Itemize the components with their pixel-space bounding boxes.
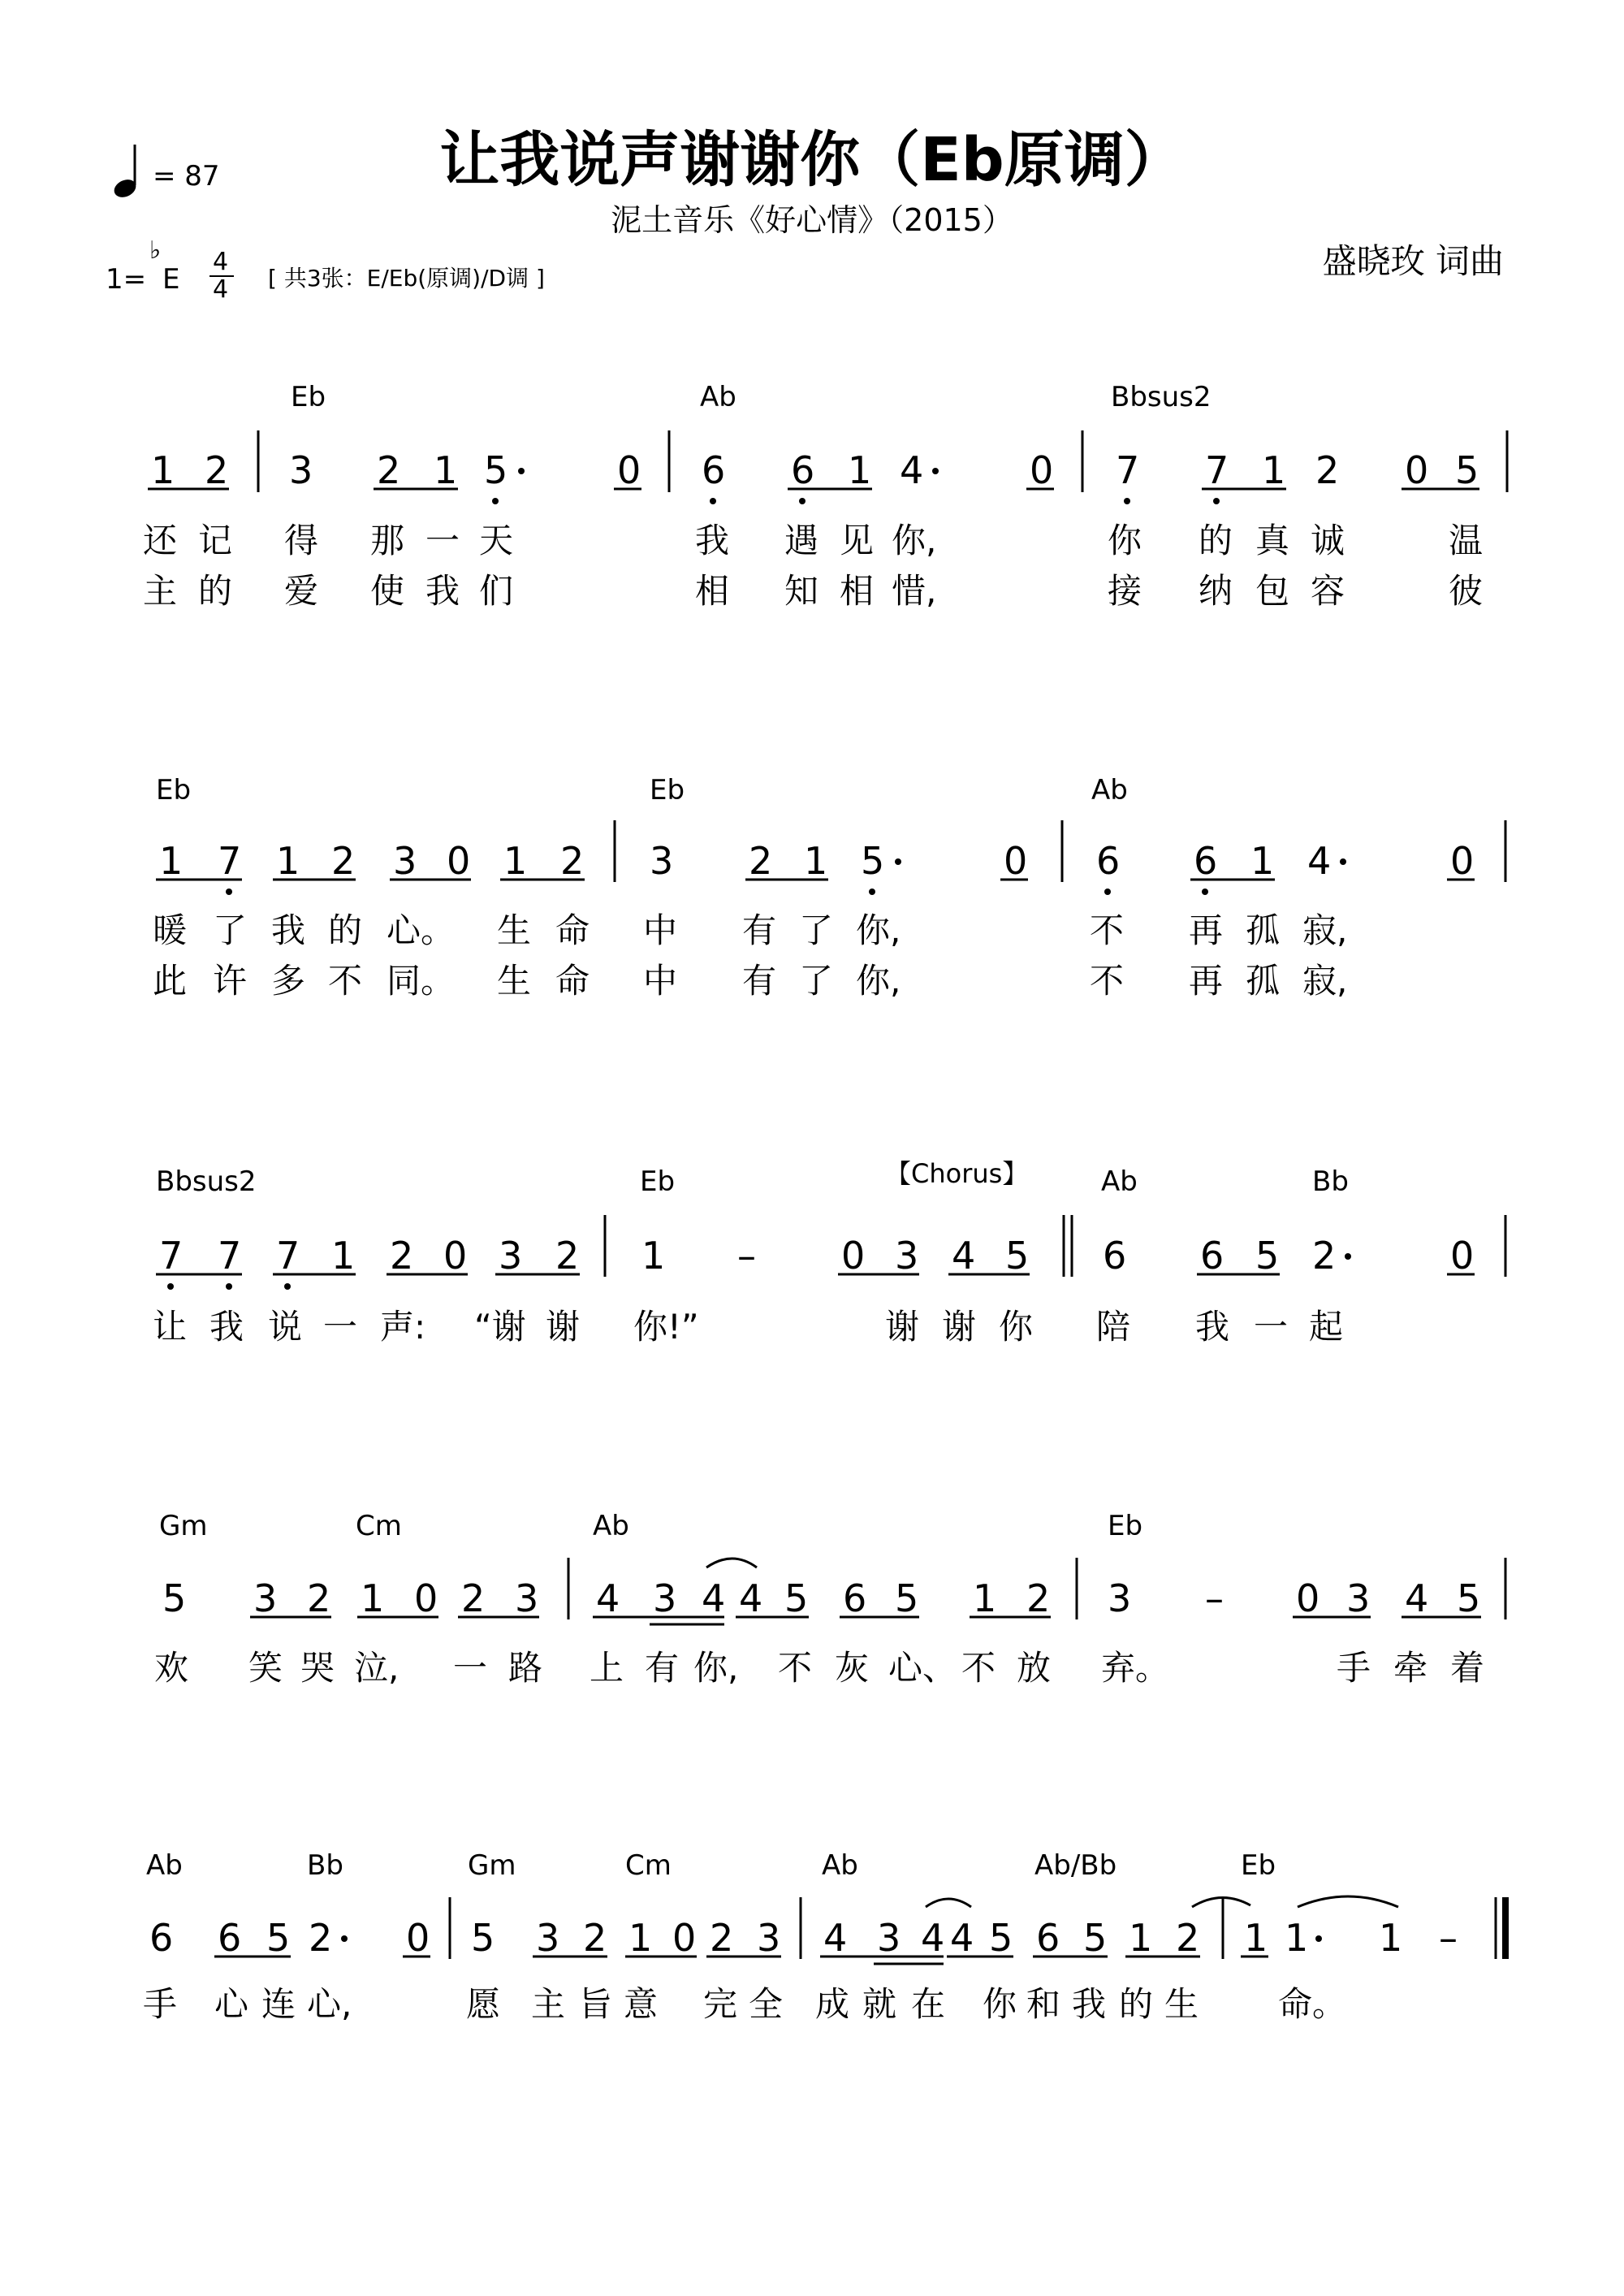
lyric-syllable: 温 xyxy=(1449,521,1484,560)
lyric-syllable: 主 xyxy=(531,1984,566,2024)
dot xyxy=(1340,858,1346,865)
note: 0 xyxy=(406,1916,430,1960)
note: 1 xyxy=(361,1576,385,1620)
note-row xyxy=(156,1234,1475,1290)
lyric-syllable: 成 xyxy=(815,1984,850,2024)
lyric-syllable: 再 xyxy=(1189,910,1224,950)
note-row xyxy=(149,1896,1458,1964)
lyrics-row-1 xyxy=(154,1648,1484,1688)
lyric-syllable: 中 xyxy=(643,910,678,950)
system-5 xyxy=(143,1849,1505,2024)
system-3 xyxy=(153,1158,1505,1347)
lyrics-row-1 xyxy=(153,1307,1343,1347)
lyric-syllable: 不 xyxy=(961,1648,996,1688)
lyric-syllable: 命 xyxy=(555,961,590,1001)
lyric-syllable: 生 xyxy=(1164,1984,1199,2024)
page-title: 让我说声谢谢你（Eb原调） xyxy=(439,125,1185,195)
tempo-text: = 87 xyxy=(153,160,220,192)
system-2 xyxy=(153,774,1505,1001)
note: 4 xyxy=(823,1916,848,1960)
lyric-syllable: 我 xyxy=(695,521,730,560)
note: 4 xyxy=(702,1576,726,1620)
note: 0 xyxy=(1296,1576,1320,1620)
chord-symbol: Bb xyxy=(1312,1165,1349,1198)
note: 6 xyxy=(843,1576,867,1620)
lyric-syllable: 心 xyxy=(214,1984,249,2024)
note: 6 xyxy=(1036,1916,1060,1960)
note: 6 xyxy=(1200,1234,1224,1278)
note: 3 xyxy=(757,1916,781,1960)
dot xyxy=(1104,889,1111,895)
note: 1 xyxy=(1129,1916,1153,1960)
lower-octave-dot xyxy=(1213,498,1220,504)
lyric-syllable: 泣, xyxy=(354,1648,400,1688)
note: 6 xyxy=(149,1916,174,1960)
lyric-syllable: 欢 xyxy=(154,1648,189,1688)
note: 7 xyxy=(218,1234,242,1278)
flat-sign-icon: ♭ xyxy=(149,236,162,265)
lower-octave-dot xyxy=(710,498,716,504)
note: 6 xyxy=(702,448,726,492)
dot xyxy=(226,889,232,895)
note: – xyxy=(1439,1916,1458,1960)
note: 1 xyxy=(641,1234,666,1278)
note-row xyxy=(156,839,1475,895)
lyric-syllable: 惜, xyxy=(892,571,937,611)
lyric-syllable: 心、 xyxy=(888,1648,957,1688)
lyric-syllable: 愿 xyxy=(466,1984,501,2024)
note: 3 xyxy=(650,839,674,883)
lyric-syllable: 你, xyxy=(892,521,937,560)
note: 2 xyxy=(205,448,229,492)
tie xyxy=(1298,1896,1398,1907)
chorus-marker: 【Chorus】 xyxy=(885,1158,1029,1189)
time-signature-top: 4 xyxy=(213,248,229,276)
lyrics-row-2 xyxy=(143,571,1483,611)
lyric-syllable: 心, xyxy=(307,1984,352,2024)
lyric-syllable: 同。 xyxy=(387,961,456,1001)
note: 3 xyxy=(536,1916,560,1960)
lyric-syllable: 上 xyxy=(590,1648,624,1688)
lyric-syllable: 我 xyxy=(1195,1307,1230,1347)
chord-symbol: Ab xyxy=(700,381,736,413)
note: 3 xyxy=(1346,1576,1371,1620)
lyric-syllable: 不 xyxy=(328,961,363,1001)
note: 5 xyxy=(1255,1234,1280,1278)
note: 1 xyxy=(804,839,828,883)
dot xyxy=(869,889,875,895)
note: 1 xyxy=(1250,839,1275,883)
note: 5 xyxy=(895,1576,919,1620)
note: 6 xyxy=(1194,839,1218,883)
lyric-syllable: 声: xyxy=(380,1307,426,1347)
lyrics-row-1 xyxy=(143,1984,1346,2024)
lyric-syllable: 生 xyxy=(497,910,532,950)
note: 0 xyxy=(1030,448,1054,492)
chord-symbol: Ab xyxy=(593,1510,629,1542)
note: 3 xyxy=(289,448,313,492)
key-letter: E xyxy=(162,263,180,296)
lyric-syllable: 的 xyxy=(1119,1984,1154,2024)
lyric-syllable: 我 xyxy=(271,910,306,950)
lyrics-row-1 xyxy=(153,910,1347,950)
note: 6 xyxy=(1096,839,1121,883)
lyric-syllable: 你, xyxy=(856,910,901,950)
note: 0 xyxy=(1450,1234,1475,1278)
lyric-syllable: 笑 xyxy=(248,1648,283,1688)
note: 1 xyxy=(628,1916,653,1960)
note-row xyxy=(148,448,1479,504)
note: 5 xyxy=(484,448,508,492)
dot xyxy=(167,1283,174,1290)
tie xyxy=(706,1559,757,1567)
lyric-syllable: 遇 xyxy=(784,521,819,560)
lyric-syllable: 再 xyxy=(1189,961,1224,1001)
lyric-syllable: 的 xyxy=(1199,521,1233,560)
chord-symbol: Ab xyxy=(1101,1165,1138,1198)
note: 5 xyxy=(1455,448,1479,492)
lyrics-row-1 xyxy=(143,521,1483,560)
lyric-syllable: 许 xyxy=(213,961,248,1001)
note: 2 xyxy=(1026,1576,1051,1620)
chord-symbol: Ab/Bb xyxy=(1034,1849,1117,1882)
augmentation-dot xyxy=(518,468,525,474)
note: 4 xyxy=(921,1916,945,1960)
lyric-syllable: 心。 xyxy=(387,910,456,950)
lyric-syllable: 灰 xyxy=(835,1648,870,1688)
lyric-syllable: 暖 xyxy=(153,910,188,950)
lyric-syllable: 让 xyxy=(153,1307,188,1347)
note: 0 xyxy=(841,1234,866,1278)
dot xyxy=(895,858,901,865)
lyric-syllable: 纳 xyxy=(1199,571,1233,611)
lyric-syllable: 哭 xyxy=(300,1648,335,1688)
lyric-syllable: 孤 xyxy=(1246,961,1281,1001)
lyric-syllable: 谢 xyxy=(885,1307,920,1347)
note: 5 xyxy=(162,1576,187,1620)
lyric-syllable: 的 xyxy=(198,571,233,611)
note: – xyxy=(1205,1576,1224,1620)
note: 2 xyxy=(461,1576,486,1620)
note: 2 xyxy=(1315,448,1340,492)
note: 0 xyxy=(443,1234,468,1278)
note: 5 xyxy=(1005,1234,1030,1278)
note: 3 xyxy=(653,1576,677,1620)
lyric-syllable: 诚 xyxy=(1311,521,1345,560)
lyric-syllable: 谢 xyxy=(546,1307,581,1347)
note: 2 xyxy=(710,1916,734,1960)
lyric-syllable: 和 xyxy=(1026,1984,1061,2024)
lyric-syllable: 你!” xyxy=(633,1307,699,1347)
note: 4 xyxy=(900,448,924,492)
lyric-syllable: 一 xyxy=(323,1307,358,1347)
lyric-syllable: 得 xyxy=(284,521,319,560)
lyric-syllable: 起 xyxy=(1309,1307,1344,1347)
lyric-syllable: 爱 xyxy=(284,571,319,611)
lyric-syllable: 完 xyxy=(703,1984,738,2024)
note: 3 xyxy=(253,1576,278,1620)
note: 5 xyxy=(1457,1576,1481,1620)
note: 2 xyxy=(1312,1234,1337,1278)
note: 1 xyxy=(434,448,458,492)
tie xyxy=(926,1899,971,1907)
lyric-syllable: 多 xyxy=(271,961,306,1001)
chord-symbol: Eb xyxy=(1241,1849,1276,1882)
note: 4 xyxy=(739,1576,763,1620)
note: 3 xyxy=(895,1234,919,1278)
lyric-syllable: 孤 xyxy=(1246,910,1281,950)
note: 6 xyxy=(791,448,815,492)
lyric-syllable: 了 xyxy=(213,910,248,950)
chord-symbol: Gm xyxy=(468,1849,516,1882)
note: 1 xyxy=(1244,1916,1268,1960)
note: 5 xyxy=(989,1916,1013,1960)
lyric-syllable: 们 xyxy=(479,571,514,611)
lower-octave-dot xyxy=(1124,498,1130,504)
note: 3 xyxy=(877,1916,901,1960)
lyric-syllable: 生 xyxy=(497,961,532,1001)
dot xyxy=(226,1283,232,1290)
lyric-syllable: 我 xyxy=(425,571,460,611)
dot xyxy=(284,1283,291,1290)
note: 4 xyxy=(596,1576,620,1620)
note: 2 xyxy=(560,839,585,883)
note: 2 xyxy=(307,1576,331,1620)
lyric-syllable: 命 xyxy=(555,910,590,950)
lyric-syllable: 我 xyxy=(209,1307,244,1347)
lyric-syllable: 你, xyxy=(693,1648,739,1688)
lower-octave-dot xyxy=(799,498,806,504)
lyric-syllable: 一 xyxy=(1254,1307,1289,1347)
note: 7 xyxy=(276,1234,300,1278)
system-1 xyxy=(143,381,1507,611)
chord-symbol: Eb xyxy=(1108,1510,1143,1542)
lyric-syllable: 意 xyxy=(624,1984,659,2024)
note: 0 xyxy=(672,1916,697,1960)
dot xyxy=(341,1935,348,1942)
note: 2 xyxy=(331,839,356,883)
lyric-syllable: 了 xyxy=(799,910,834,950)
note: 2 xyxy=(309,1916,333,1960)
note: 7 xyxy=(218,839,242,883)
chord-symbol: Cm xyxy=(356,1510,402,1542)
lyric-syllable: 手 xyxy=(143,1984,178,2024)
note: 2 xyxy=(377,448,401,492)
key-prefix: 1= xyxy=(106,263,147,296)
lyric-syllable: 容 xyxy=(1311,571,1345,611)
lyric-syllable: 一 xyxy=(425,521,460,560)
note: 7 xyxy=(159,1234,184,1278)
chord-symbol: Ab xyxy=(146,1849,183,1882)
note: 7 xyxy=(1116,448,1140,492)
lyric-syllable: “谢 xyxy=(474,1307,526,1347)
chord-symbol: Bbsus2 xyxy=(1111,381,1212,413)
lyric-syllable: 的 xyxy=(328,910,363,950)
quarter-note-icon xyxy=(111,145,139,201)
lyric-syllable: 还 xyxy=(143,521,178,560)
note: 2 xyxy=(390,1234,414,1278)
versions-note: [ 共3张：E/Eb(原调)/D调 ] xyxy=(268,265,545,292)
note: 4 xyxy=(952,1234,976,1278)
lyric-syllable: 谢 xyxy=(942,1307,977,1347)
note: 3 xyxy=(393,839,417,883)
note: 5 xyxy=(784,1576,809,1620)
lyric-syllable: 见 xyxy=(840,521,875,560)
credit: 盛晓玫 词曲 xyxy=(1322,241,1504,281)
lyric-syllable: 真 xyxy=(1255,521,1290,560)
note: 5 xyxy=(1083,1916,1108,1960)
lyric-syllable: 你 xyxy=(999,1307,1034,1347)
system-4 xyxy=(154,1510,1505,1688)
augmentation-dot xyxy=(932,468,939,474)
lyric-syllable: 我 xyxy=(1072,1984,1107,2024)
chord-symbol: Bbsus2 xyxy=(156,1165,257,1198)
lyric-syllable: 寂, xyxy=(1302,910,1348,950)
note: 0 xyxy=(447,839,471,883)
chord-symbol: Eb xyxy=(291,381,326,413)
chord-symbol: Eb xyxy=(650,774,685,806)
chord-symbol: Ab xyxy=(1091,774,1128,806)
note: 0 xyxy=(1004,839,1028,883)
lyric-syllable: 你, xyxy=(856,961,901,1001)
lyric-syllable: 放 xyxy=(1017,1648,1052,1688)
note: 1 xyxy=(1379,1916,1403,1960)
lyric-syllable: 有 xyxy=(645,1648,680,1688)
note-row xyxy=(162,1559,1481,1624)
note: 2 xyxy=(583,1916,607,1960)
lyric-syllable: 中 xyxy=(643,961,678,1001)
lyrics-row-2 xyxy=(153,961,1347,1001)
note: 1 xyxy=(159,839,184,883)
note: – xyxy=(737,1234,756,1278)
lyric-syllable: 一 xyxy=(453,1648,488,1688)
lyric-syllable: 有 xyxy=(742,961,777,1001)
note: 2 xyxy=(1176,1916,1200,1960)
chord-symbol: Eb xyxy=(156,774,192,806)
lyric-syllable: 寂, xyxy=(1302,961,1348,1001)
note: 4 xyxy=(1405,1576,1429,1620)
lyric-syllable: 你 xyxy=(1108,521,1142,560)
lower-octave-dot xyxy=(492,498,499,504)
note: 5 xyxy=(861,839,885,883)
note: 0 xyxy=(617,448,641,492)
lyric-syllable: 你 xyxy=(983,1984,1017,2024)
note: 0 xyxy=(414,1576,438,1620)
page-subtitle: 泥土音乐《好心情》（2015） xyxy=(611,202,1013,238)
lyric-syllable: 不 xyxy=(1090,961,1125,1001)
lyric-syllable: 弃。 xyxy=(1101,1648,1170,1688)
lyric-syllable: 手 xyxy=(1337,1648,1371,1688)
note: 6 xyxy=(218,1916,242,1960)
dot xyxy=(1202,889,1208,895)
lyric-syllable: 命。 xyxy=(1278,1984,1347,2024)
note: 6 xyxy=(1103,1234,1127,1278)
note: 4 xyxy=(950,1916,974,1960)
lyric-syllable: 旨 xyxy=(578,1984,613,2024)
note: 2 xyxy=(749,839,773,883)
dot xyxy=(1315,1935,1322,1942)
lyric-syllable: 那 xyxy=(370,521,405,560)
note: 1 xyxy=(276,839,300,883)
lyric-syllable: 知 xyxy=(784,571,819,611)
lyric-syllable: 路 xyxy=(508,1648,543,1688)
note: 1 xyxy=(973,1576,997,1620)
lyric-syllable: 此 xyxy=(153,961,188,1001)
lyric-syllable: 天 xyxy=(479,521,514,560)
lyric-syllable: 着 xyxy=(1450,1648,1485,1688)
note: 0 xyxy=(1405,448,1429,492)
lyric-syllable: 不 xyxy=(1090,910,1125,950)
lyric-syllable: 包 xyxy=(1255,571,1290,611)
lyric-syllable: 陪 xyxy=(1096,1307,1131,1347)
lyric-syllable: 主 xyxy=(143,571,178,611)
note: 5 xyxy=(471,1916,495,1960)
lyric-syllable: 相 xyxy=(840,571,875,611)
chord-symbol: Bb xyxy=(307,1849,343,1882)
lyric-syllable: 彼 xyxy=(1449,571,1484,611)
lyric-syllable: 使 xyxy=(370,571,405,611)
dot xyxy=(1345,1253,1351,1260)
note: 3 xyxy=(515,1576,539,1620)
lyric-syllable: 记 xyxy=(198,521,233,560)
note: 5 xyxy=(266,1916,291,1960)
note: 1 xyxy=(151,448,175,492)
note: 1 xyxy=(1285,1916,1309,1960)
lyric-syllable: 连 xyxy=(261,1984,296,2024)
note: 3 xyxy=(1108,1576,1132,1620)
note: 4 xyxy=(1307,839,1332,883)
lyric-syllable: 就 xyxy=(862,1984,897,2024)
note: 7 xyxy=(1205,448,1229,492)
lyric-syllable: 不 xyxy=(778,1648,813,1688)
note: 0 xyxy=(1450,839,1475,883)
lyric-syllable: 全 xyxy=(749,1984,784,2024)
lyric-syllable: 在 xyxy=(911,1984,946,2024)
note: 3 xyxy=(499,1234,523,1278)
lyric-syllable: 有 xyxy=(742,910,777,950)
chord-symbol: Ab xyxy=(822,1849,858,1882)
lyric-syllable: 相 xyxy=(695,571,730,611)
chord-symbol: Eb xyxy=(640,1165,676,1198)
lyric-syllable: 说 xyxy=(268,1307,303,1347)
lyric-syllable: 了 xyxy=(799,961,834,1001)
chord-symbol: Gm xyxy=(159,1510,208,1542)
note: 1 xyxy=(503,839,528,883)
note: 1 xyxy=(331,1234,356,1278)
chord-symbol: Cm xyxy=(625,1849,672,1882)
note: 1 xyxy=(1262,448,1286,492)
lyric-syllable: 接 xyxy=(1108,571,1142,611)
note: 1 xyxy=(848,448,872,492)
time-signature-bottom: 4 xyxy=(213,275,229,304)
note: 2 xyxy=(555,1234,580,1278)
tie xyxy=(1192,1897,1250,1907)
lyric-syllable: 牵 xyxy=(1393,1648,1428,1688)
